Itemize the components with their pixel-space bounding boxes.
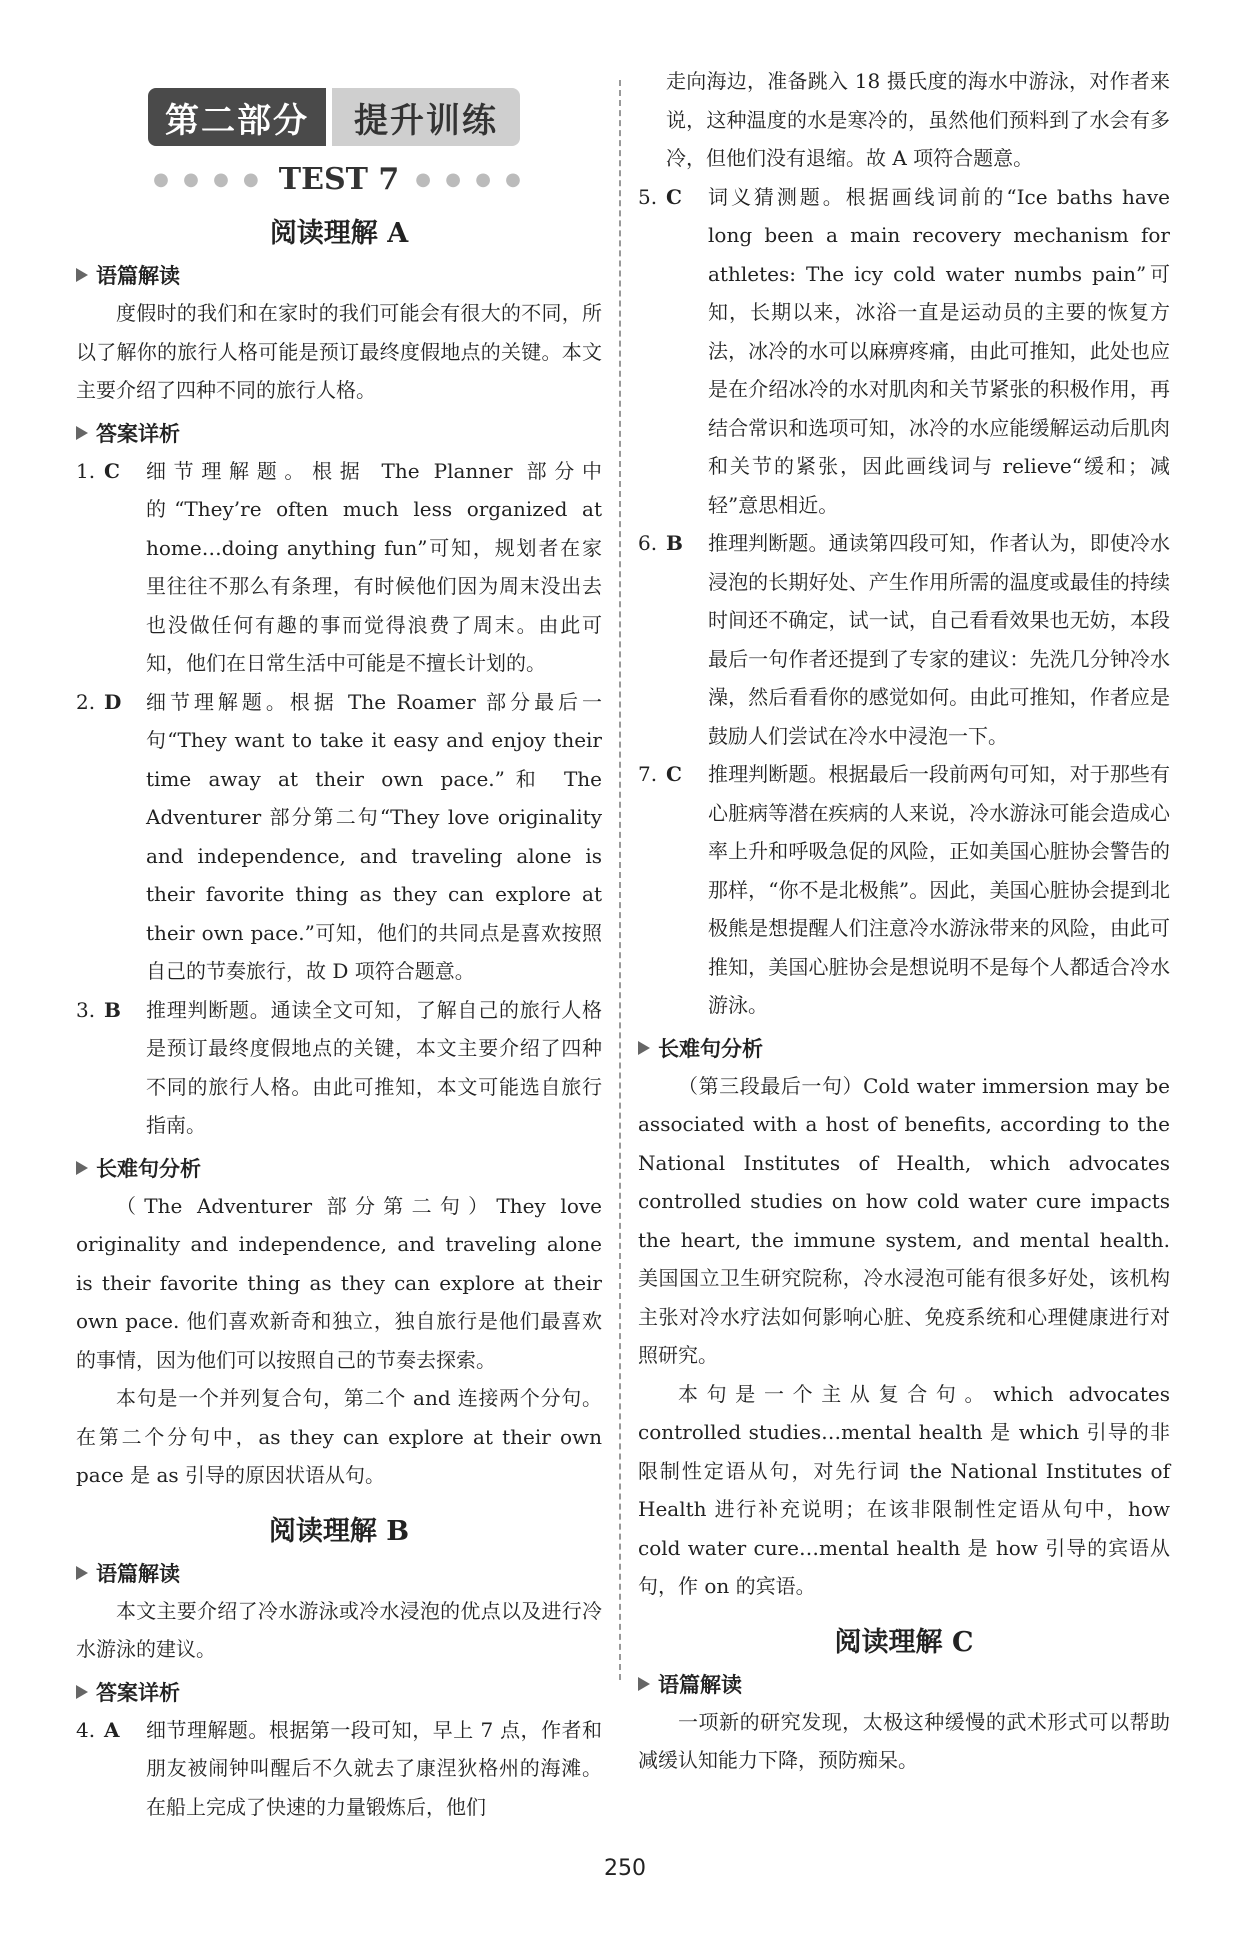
answer-4-continuation: 走向海边，准备跳入 18 摄氏度的海水中游泳，对作者来说，这种温度的水是寒冷的，虽然他们预料到了水会有多冷，但他们没有退缩。故 A 项符合题意。 (666, 69, 1170, 170)
section-b-long-analysis: 本句是一个主从复合句。which advocates controlled studies…mental health 是 which 引导的非限制性定语从句，对先行词 the National Institutes of Health 进行补充说明；在该非限制性定语从句中，how cold water cure…mental health 是 how 引导的宾语从句，作 on 的宾语。 (638, 1381, 1170, 1598)
section-a-long-analysis: 本句是一个并列复合句，第二个 and 连接两个分句。在第二个分句中，as they can explore at their own pace 是 as 引导的原因状语从句。 (76, 1386, 602, 1487)
section-a-summary: 度假时的我们和在家时的我们可能会有很大的不同，所以了解你的旅行人格可能是预订最终度假地点的关键。本文主要介绍了四种不同的旅行人格。 (76, 301, 602, 402)
dots-left-icon: ● ● ● ● (153, 169, 263, 190)
section-a-title: 阅读理解 A (269, 218, 409, 249)
section-c-title: 阅读理解 C (834, 1626, 974, 1658)
section-b-summary: 本文主要介绍了冷水游泳或冷水浸泡的优点以及进行冷水游泳的建议。 (76, 1598, 602, 1661)
test-title-text: TEST 7 (278, 162, 400, 197)
section-b-answers-heading: 答案详析 (76, 1677, 602, 1707)
section-b-summary-heading: 语篇解读 (76, 1558, 602, 1588)
column-divider (619, 80, 621, 1680)
triangle-icon (638, 1041, 650, 1055)
section-b-title: 阅读理解 B (268, 1515, 410, 1547)
section-a-answers-heading: 答案详析 (76, 418, 602, 448)
answer-item: 6. B 推理判断题。通读第四段可知，作者认为，即使冷水浸泡的长期好处、产生作用所需的温度或最佳的持续时间还不确定，试一试，自己看看效果也无妨，本段最后一句作者还提到了专家的建议：先洗几分钟冷水澡，然后看看你的感觉如何。由此可推知，作者应是鼓励人们尝试在冷水中浸泡一下。 (638, 531, 1170, 748)
section-a-long-heading: 长难句分析 (76, 1153, 602, 1183)
test-title (76, 162, 602, 197)
triangle-icon (76, 1161, 88, 1175)
triangle-icon (76, 1566, 88, 1580)
section-banner (148, 88, 602, 146)
answer-item: 7. C 推理判断题。根据最后一段前两句可知，对于那些有心脏病等潜在疾病的人来说，冷水游泳可能会造成心率上升和呼吸急促的风险，正如美国心脏协会警告的那样，“你不是北极熊”。因此，美国心脏协会提到北极熊是想提醒人们注意冷水游泳带来的风险，由此可推知，美国心脏协会是想说明不是每个人都适合冷水游泳。 (638, 762, 1170, 1017)
section-a-long-sentence: （The Adventurer 部分第二句）They love originality and independence, and traveling alone is their favorite thing as they can explore at their own pace. 他们喜欢新奇和独立，独自旅行是他们最喜欢的事情，因为他们可以按照自己的节奏去探索。 (76, 1193, 602, 1372)
right-column (638, 62, 1170, 1780)
answer-item: 1. C 细节理解题。根据 The Planner 部分中的“They’re often much less organized at home…doing anything fun”可知，规划者在家里往往不那么有条理，有时候他们因为周末没出去也没做任何有趣的事而觉得浪费了周末。由此可知，他们在日常生活中可能是不擅长计划的。 (76, 458, 602, 675)
left-column (76, 62, 602, 1826)
triangle-icon (76, 268, 88, 282)
section-c-summary: 一项新的研究发现，太极这种缓慢的武术形式可以帮助减缓认知能力下降，预防痴呆。 (638, 1709, 1170, 1772)
banner-part: 第二部分 (148, 88, 326, 146)
triangle-icon (76, 426, 88, 440)
section-b-long-sentence: （第三段最后一句）Cold water immersion may be associated with a host of benefits, according to the National Institutes of Health, which advocates controlled studies on how cold water cure impacts the heart, the immune system, and mental health. 美国国立卫生研究院称，冷水浸泡可能有很多好处，该机构主张对冷水疗法如何影响心脏、免疫系统和心理健康进行对照研究。 (638, 1073, 1170, 1367)
answer-item: 4. A 细节理解题。根据第一段可知，早上 7 点，作者和朋友被闹钟叫醒后不久就去了康涅狄格州的海滩。在船上完成了快速的力量锻炼后，他们 (76, 1717, 602, 1819)
triangle-icon (76, 1685, 88, 1699)
dots-right-icon: ● ● ● ● (415, 169, 525, 190)
answer-item: 3. B 推理判断题。通读全文可知，了解自己的旅行人格是预订最终度假地点的关键，本文主要介绍了四种不同的旅行人格。由此可推知，本文可能选自旅行指南。 (76, 997, 602, 1137)
answer-item: 2. D 细节理解题。根据 The Roamer 部分最后一句“They want to take it easy and enjoy their time away at their own pace.”和 The Adventurer 部分第二句“They love originality and independence, and traveling alone is their favorite thing as they can explore at their own pace.”可知，他们的共同点是喜欢按照自己的节奏旅行，故 D 项符合题意。 (76, 689, 602, 983)
answer-item: 5. C 词义猜测题。根据画线词前的“Ice baths have long been a main recovery mechanism for athletes: The icy cold water numbs pain”可知，长期以来，冰浴一直是运动员的主要的恢复方法，冰冷的水可以麻痹疼痛，由此可推知，此处也应是在介绍冰冷的水对肌肉和关节紧张的积极作用，再结合常识和选项可知，冰冷的水应能缓解运动后肌肉和关节的紧张，因此画线词与 relieve“缓和；减轻”意思相近。 (638, 184, 1170, 517)
section-a-summary-heading: 语篇解读 (76, 260, 602, 290)
page-number: 250 (604, 1856, 646, 1881)
banner-subtitle: 提升训练 (326, 88, 520, 146)
section-b-long-heading: 长难句分析 (638, 1033, 1170, 1063)
triangle-icon (638, 1677, 650, 1691)
section-c-summary-heading: 语篇解读 (638, 1669, 1170, 1699)
